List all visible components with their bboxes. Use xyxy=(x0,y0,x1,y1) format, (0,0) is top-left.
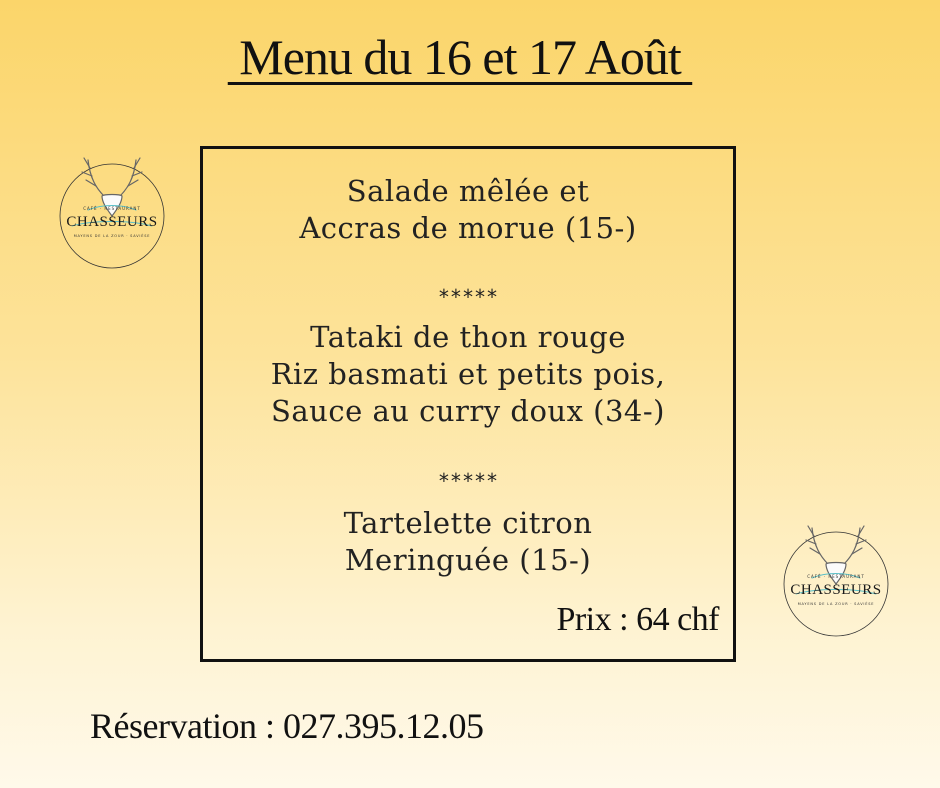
logo-tagline: MAYENS DE LA ZOUR · SAVIÈSE xyxy=(797,602,875,606)
logo-tagline: MAYENS DE LA ZOUR · SAVIÈSE xyxy=(73,234,151,238)
logo-subtitle: CAFÉ · RESTAURANT xyxy=(83,206,141,211)
separator: ***** xyxy=(437,285,499,309)
dessert-line-2: Meringuée (15-) xyxy=(344,543,592,577)
menu-box xyxy=(200,146,736,662)
reservation-phone: Réservation : 027.395.12.05 xyxy=(90,706,484,746)
logo-subtitle: CAFÉ · RESTAURANT xyxy=(807,574,865,579)
separator: ***** xyxy=(437,469,499,493)
logo-name: CHASSEURS xyxy=(66,214,158,230)
dessert-line-1: Tartelette citron xyxy=(343,506,593,540)
starter-line-2: Accras de morue (15-) xyxy=(299,211,637,245)
starter-line-1: Salade mêlée et xyxy=(346,174,590,208)
restaurant-logo xyxy=(776,518,896,638)
page-title: Menu du 16 et 17 Août xyxy=(227,29,693,85)
restaurant-logo xyxy=(52,150,172,270)
main-line-2: Riz basmati et petits pois, xyxy=(270,357,666,391)
menu-price: Prix : 64 chf xyxy=(556,601,719,638)
main-line-3: Sauce au curry doux (34-) xyxy=(271,394,665,428)
logo-name: CHASSEURS xyxy=(790,582,882,598)
main-line-1: Tataki de thon rouge xyxy=(310,320,626,354)
